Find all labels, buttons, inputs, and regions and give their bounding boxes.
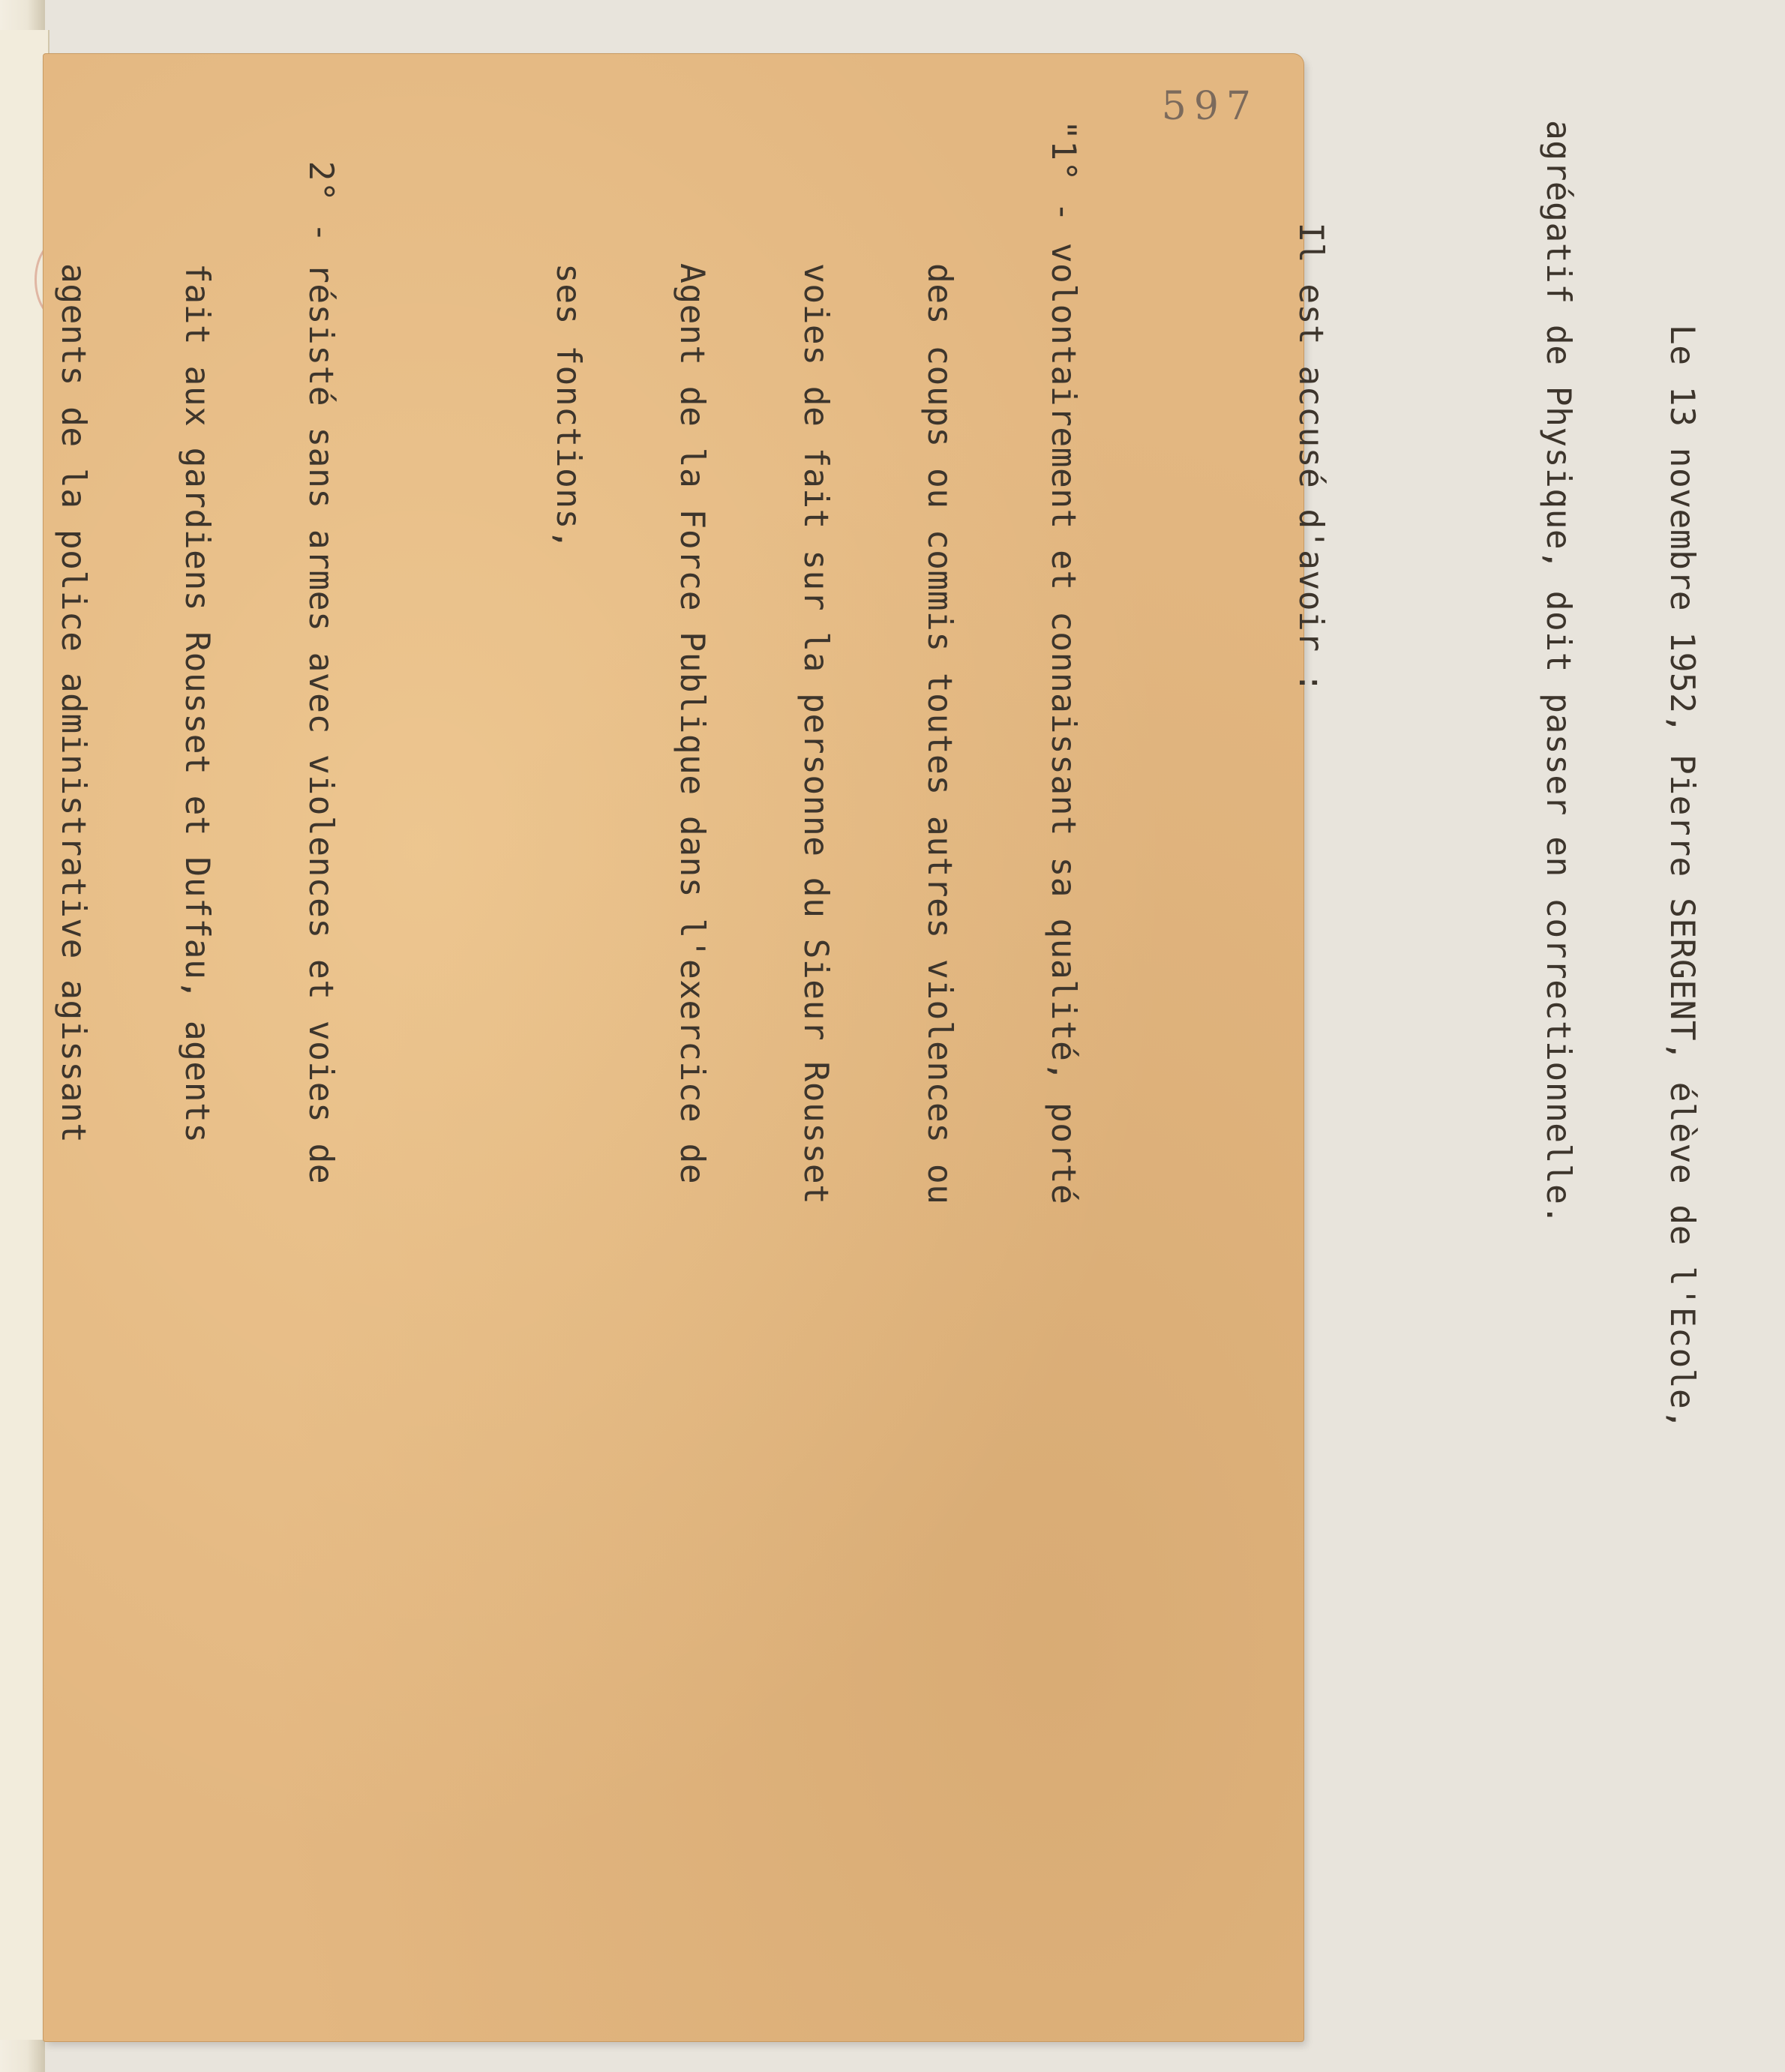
- text-line: voies de fait sur la personne du Sieur Rousset: [796, 120, 835, 1205]
- text-line: Le 13 novembre 1952, Pierre SERGENT, élève de l'Ecole,: [1663, 120, 1701, 1430]
- text-line: [1166, 120, 1208, 1770]
- text-line: 2° - résisté sans armes avec violences et voies de: [302, 120, 340, 1185]
- text-line: agents de la police administrative agissant: [54, 120, 92, 1144]
- text-line: "1° - volontairement et connaissant sa qualité, porté: [1044, 120, 1082, 1205]
- text-line: ses fonctions,: [549, 120, 587, 550]
- typescript-text: [54, 120, 1785, 1770]
- text-line: [1414, 120, 1455, 1770]
- text-line: Agent de la Force Publique dans l'exercice de: [673, 120, 711, 1185]
- text-line: [424, 120, 465, 1770]
- text-line: fait aux gardiens Rousset et Duffau, agents: [178, 120, 216, 1144]
- text-line: des coups ou commis toutes autres violences ou: [920, 120, 958, 1205]
- text-line: agrégatif de Physique, doit passer en correctionnelle.: [1539, 120, 1577, 1225]
- page-number: 597: [1161, 84, 1258, 129]
- text-line: Il est accusé d'avoir :: [1292, 120, 1330, 694]
